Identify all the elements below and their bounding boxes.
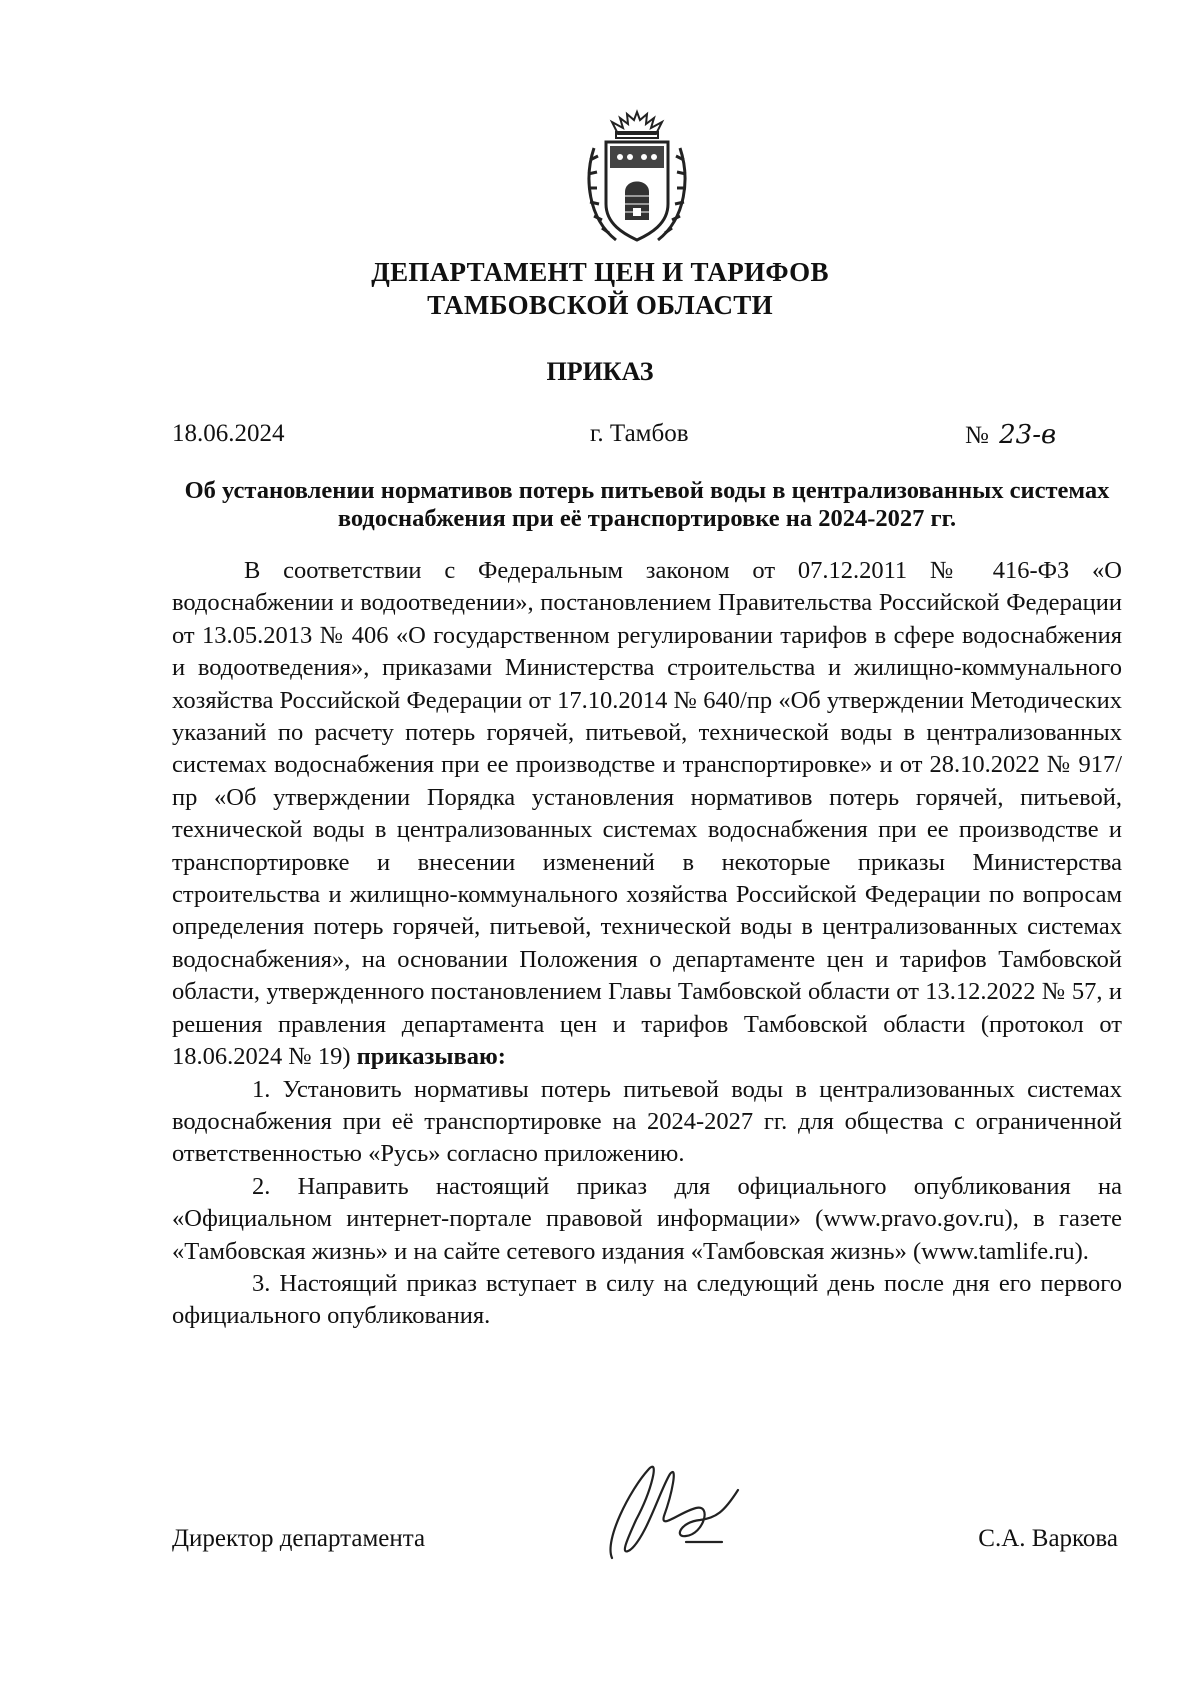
- order-subject: Об установлении нормативов потерь питьевой воды в централизованных системах водоснабжения при её транспортировке на 2024-2027 гг.: [184, 477, 1110, 532]
- order-item-2: 2. Направить настоящий приказ для официального опубликования на «Официальном интернет-портале правовой информации» (www.pravo.gov.ru), в газете «Тамбовская жизнь» и на сайте сетевого издания «Тамбовская жизнь» (www.tamlife.ru).: [172, 1172, 1122, 1265]
- preamble-text: В соответствии с Федеральным законом от 07.12.2011 № 416-ФЗ «О водоснабжении и водоотведении», постановлением Правительства Российской Федерации от 13.05.2013 № 406 «О государственном регулировании тарифов в сфере водоснабжения и водоотведения», приказами Министерства строительства и жилищно-коммунального хозяйства Российской Федерации от 17.10.2014 № 640/пр «Об утверждении Методических указаний по расчету потерь горячей, питьевой, технической воды в централизованных системах водоснабжения при ее производстве и транспортировке» и от 28.10.2022 № 917/пр «Об утверждении Порядка установления нормативов потерь горячей, питьевой, технической воды в централизованных системах водоснабжения при ее производстве и транспортировке и внесении изменений в некоторые приказы Министерства строительства и жилищно-коммунального хозяйства Российской Федерации по вопросам определения потерь горячей, питьевой, технической воды в централизованных системах водоснабжения», на основании Положения о департаменте цен и тарифов Тамбовской области, утвержденного постановлением Главы Тамбовской области от 13.12.2022 № 57, и решения правления департамента цен и тарифов Тамбовской области (протокол от 18.06.2024 № 19): [172, 557, 1122, 1071]
- signer-role: Директор департамента: [172, 1525, 426, 1552]
- order-number-prefix: №: [965, 422, 989, 449]
- preamble-paragraph: [172, 555, 1122, 1074]
- handwritten-signature: [600, 1450, 760, 1570]
- document-type-title: ПРИКАЗ: [546, 357, 654, 386]
- order-date: 18.06.2024: [172, 420, 285, 447]
- department-name-line1: ДЕПАРТАМЕНТ ЦЕН И ТАРИФОВ: [371, 257, 829, 287]
- order-city: г. Тамбов: [590, 420, 689, 447]
- order-item-1: 1. Установить нормативы потерь питьевой воды в централизованных системах водоснабжения при её транспортировке на 2024-2027 гг. для общества с ограниченной ответственностью «Русь» согласно приложению.: [172, 1075, 1122, 1168]
- signer-name: С.А. Варкова: [978, 1525, 1118, 1552]
- department-name-line2: ТАМБОВСКОЙ ОБЛАСТИ: [427, 290, 773, 320]
- preamble-resolution: приказываю:: [356, 1043, 506, 1071]
- coat-of-arms-icon: [576, 108, 698, 248]
- order-item-3: 3. Настоящий приказ вступает в силу на следующий день после дня его первого официального опубликования.: [172, 1269, 1122, 1330]
- order-number: [965, 420, 1056, 450]
- order-body: [172, 555, 1122, 1333]
- order-number-handwritten: 23-в: [999, 420, 1057, 450]
